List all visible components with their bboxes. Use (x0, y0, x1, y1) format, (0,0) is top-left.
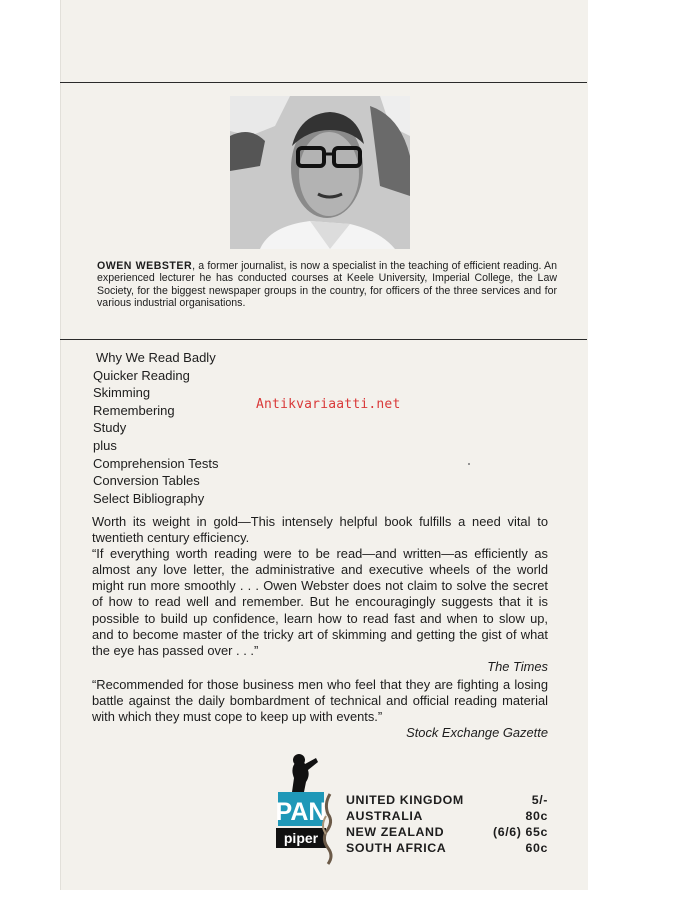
contents-item: Skimming (93, 385, 151, 401)
price-country: NEW ZEALAND (346, 825, 445, 839)
price-country: AUSTRALIA (346, 809, 423, 823)
review-quote-times: “If everything worth reading were to be read—and written—as efficiently as almost any love letter, the administrative and executive wheels of the world might run more smoothly . . . Owen Webster does not claim to solve the secret of how to read well and remember. But he encouragingly suggests that it is possible to build up confidence, learn how to read fast and when to slow up, and to become master of the tricky art of skimming and getting the gist of what the eye has passed over . . .” (92, 546, 548, 658)
price-value: 5/- (531, 793, 548, 807)
blurb-intro: Worth its weight in gold—This intensely helpful book fulfills a need vital to twentieth century efficiency. (92, 514, 548, 546)
price-value: 60c (525, 841, 548, 855)
contents-item: Remembering (93, 402, 175, 418)
logo-brand-text: PAN (275, 798, 327, 826)
seller-watermark: Antikvariaatti.net (256, 397, 401, 412)
middle-rule (60, 339, 587, 340)
price-amount: 65c (525, 825, 548, 839)
review-blurb (92, 514, 548, 743)
price-value (493, 824, 548, 840)
author-bio (97, 260, 557, 310)
contents-item: plus (93, 437, 117, 453)
price-row (346, 840, 548, 856)
contents-item: Select Bibliography (93, 490, 205, 506)
price-table (346, 792, 548, 856)
logo-imprint-text: piper (283, 830, 319, 846)
contents-list (93, 349, 219, 507)
contents-item: Why We Read Badly (96, 350, 216, 365)
review-quote-gazette: “Recommended for those business men who feel that they are fighting a losing battle against the daily bombardment of technical and official reading material with which they must cope to keep up with events.” (92, 676, 548, 725)
author-bio-text: , a former journalist, is now a specialist in the teaching of efficient reading. An experienced lecturer he has conducted courses at Keele University, Imperial College, the Law Society, for the biggest newspaper groups in the country, for officers of the three services and for various industrial organisations. (97, 260, 557, 310)
price-country: UNITED KINGDOM (346, 793, 464, 807)
review-source-times: The Times (487, 658, 548, 674)
pan-figure-icon (316, 790, 342, 868)
price-note: (6/6) (492, 825, 522, 839)
author-photo (230, 96, 410, 249)
top-rule (60, 82, 587, 83)
contents-item: Quicker Reading (93, 367, 190, 383)
price-row (346, 792, 548, 808)
author-name: OWEN WEBSTER (97, 260, 193, 272)
speck (468, 463, 470, 465)
price-row (346, 808, 548, 824)
review-source-gazette: Stock Exchange Gazette (406, 725, 548, 741)
price-country: SOUTH AFRICA (346, 841, 447, 855)
price-row (346, 824, 548, 840)
contents-item: Study (93, 420, 127, 436)
price-value: 80c (525, 809, 548, 823)
contents-item: Conversion Tables (93, 473, 200, 489)
contents-item: Comprehension Tests (93, 455, 219, 471)
